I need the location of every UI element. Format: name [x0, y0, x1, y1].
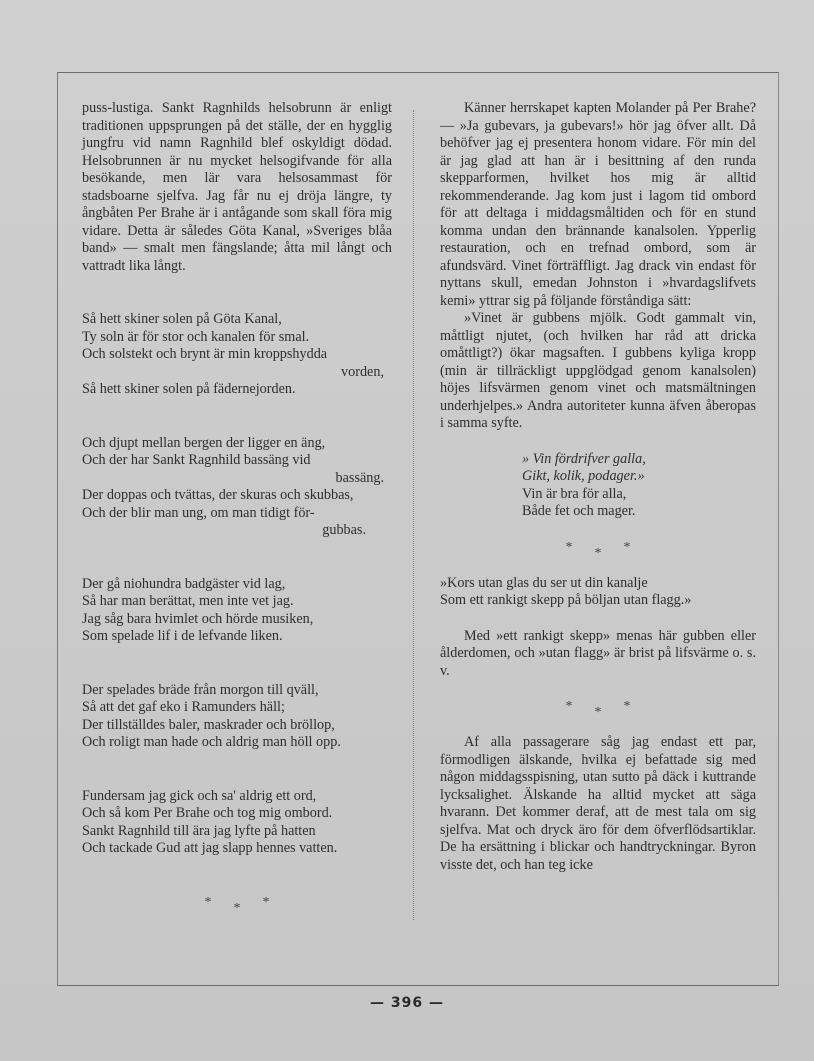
wine-poem [440, 451, 756, 521]
verse-line: Och der har Sankt Ragnhild bassäng vid [82, 452, 311, 468]
stanza-4 [82, 682, 392, 752]
stanza-2 [82, 435, 392, 540]
asterisk: * [204, 894, 212, 910]
column-divider [413, 110, 415, 920]
paragraph-passagerare: Af alla passagerare såg jag endast ett par, förmodligen älskande, hvilka ej befattade sig med någon middagsspisning, utan sutto på däck i kuttrande lycksalighet. Älskande ha alltid mycket att säga hvarann. Det kommer deraf, att de mest tala om sig sjelfva. Mat och dryck äro för dem öfverflödsartiklar. De ha ersättning i blickar och handtryckningar. Byron visste det, och han teg icke [440, 734, 756, 873]
verse-line: Och djupt mellan bergen der ligger en äng, [82, 434, 326, 451]
asterisk: * [623, 699, 631, 714]
verse-line: Och solstekt och brynt är min kroppshydda [82, 346, 328, 362]
couplet [440, 575, 756, 610]
verse-line: Och roligt man hade och aldrig man höll opp. [82, 734, 341, 750]
verse-line: Så hett skiner solen på fädernejorden. [82, 381, 296, 397]
asterisk: * [565, 699, 573, 714]
verse-line: Der doppas och tvättas, der skuras och skubbas, [82, 487, 354, 503]
paragraph-kapten-molander: Känner herrskapet kapten Molander på Per Brahe? — »Ja gubevars, ja gubevars!» hör jag öfver allt. Då behöfver jag ej presentera honom vidare. För min del är jag glad att han är i besittning af den runda skepparformen, hvilket hos mig är alltid rekommenderande. Jag kom just i lagom tid ombord för att deltaga i middagsmåltiden och för en stund komma undan den brännande kanalsolen. Ypperlig restauration, och en trefnad ombord, som är afundsvärd. Vinet förträffligt. Jag drack vin endast för nyttans skull, emedan Johnston i »hvardagslifvets kemi» yttrar sig på följande förståndiga sätt: [440, 100, 756, 309]
right-column [440, 100, 756, 874]
verse-line: gubbas. [322, 522, 366, 538]
left-column [82, 100, 392, 916]
verse-line: Der gå niohundra badgäster vid lag, [82, 575, 286, 592]
section-stars [440, 539, 756, 561]
verse-line: Gikt, kolik, podager.» [522, 468, 645, 484]
paragraph-vinet: »Vinet är gubbens mjölk. Godt gammalt vin, måttligt njutet, (och hvilken har råd att dricka omåttligt?) ökar magsaften. I gubbens kyliga kropp (min är tillräckligt uppglödgad genom kanalsolen) höjes lifsvärmen genom vinet och matsmältningen underhjelpes.» Andra autoriteter kunna äfven åberopas i samma syfte. [440, 310, 756, 431]
verse-line: »Kors utan glas du ser ut din kanalje [440, 574, 648, 591]
verse-line: Och der blir man ung, om man tidigt för- [82, 504, 315, 521]
stanza-3 [82, 576, 392, 646]
verse-line: Som ett rankigt skepp på böljan utan flagg.» [440, 592, 692, 608]
asterisk: * [594, 545, 602, 561]
verse-line: bassäng. [335, 469, 384, 486]
stanza-1 [82, 311, 392, 399]
verse-line: Så att det gaf eko i Ramunders häll; [82, 699, 285, 715]
section-stars [82, 894, 392, 916]
verse-line: Och så kom Per Brahe och tog mig ombord. [82, 805, 333, 821]
verse-line: Både fet och mager. [522, 503, 636, 519]
verse-line: » Vin fördrifver galla, [522, 450, 646, 467]
intro-paragraph: puss-lustiga. Sankt Ragnhilds helsobrunn är enligt traditionen uppsprungen på det ställe, der en hygglig jungfru vid namn Ragnhild blef oskyldigt dödad. Helsobrunnen är nu mycket helsogifvande för alla besökande, men lär vara helsosammast för stadsboarne sjelfva. Jag får nu ej dröja längre, ty ångbåten Per Brahe är i antågande som skall föra mig vidare. Detta är således Göta Kanal, »Sveriges blåa band» — smalt men fängslande; åtta mil långt och vattradt lika långt. [82, 100, 392, 274]
asterisk: * [594, 705, 602, 720]
paragraph-rankigt-skepp: Med »ett rankigt skepp» menas här gubben eller ålderdomen, och »utan flagg» är brist på lifsvärme o. s. v. [440, 627, 756, 679]
verse-line: Der spelades bräde från morgon till qväll, [82, 681, 319, 698]
verse-line: Sankt Ragnhild till ära jag lyfte på hatten [82, 822, 316, 839]
verse-line: Och tackade Gud att jag slapp hennes vatten. [82, 840, 338, 856]
asterisk: * [565, 539, 573, 555]
asterisk: * [623, 539, 631, 555]
verse-line: Fundersam jag gick och sa' aldrig ett ord, [82, 787, 317, 804]
verse-line: Jag såg bara hvimlet och hörde musiken, [82, 610, 314, 627]
verse-line: vorden, [341, 363, 384, 380]
verse-line: Så hett skiner solen på Göta Kanal, [82, 311, 282, 327]
asterisk: * [233, 900, 241, 916]
verse-line: Som spelade lif i de lefvande liken. [82, 628, 283, 644]
asterisk: * [262, 894, 270, 910]
verse-line: Ty soln är för stor och kanalen för smal. [82, 328, 310, 345]
verse-line: Så har man berättat, men inte vet jag. [82, 593, 294, 609]
page-number: — 396 — [370, 995, 444, 1011]
verse-line: Der tillställdes baler, maskrader och bröllop, [82, 716, 335, 733]
verse-line: Vin är bra för alla, [522, 485, 627, 502]
stanza-5 [82, 788, 392, 858]
section-stars [440, 698, 756, 720]
